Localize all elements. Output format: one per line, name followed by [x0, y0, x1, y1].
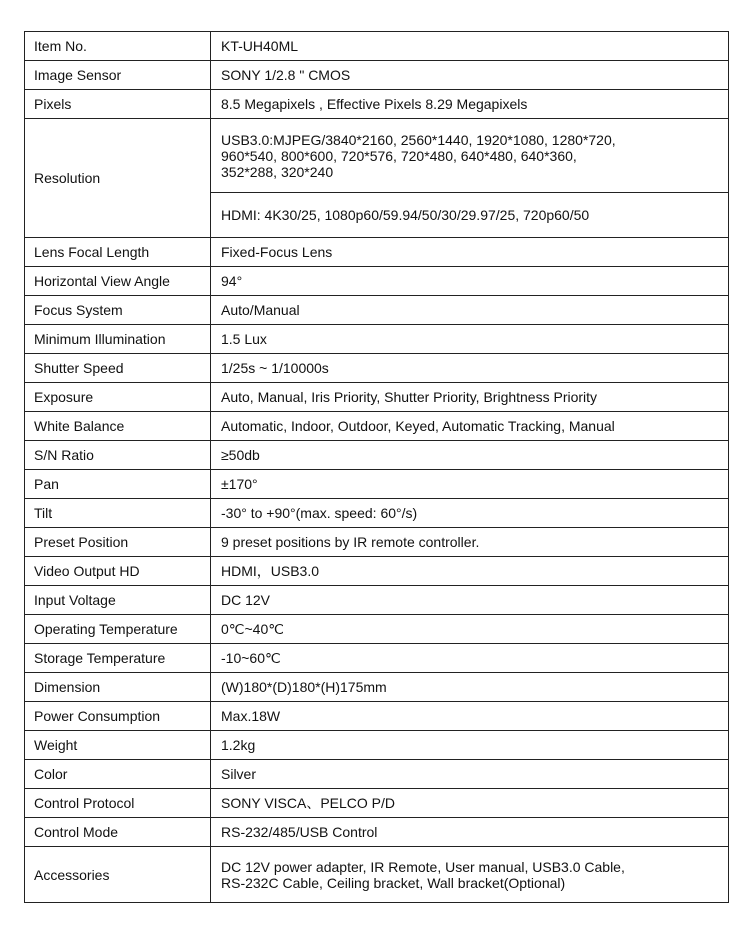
control-protocol-label: Control Protocol: [25, 789, 211, 818]
shutter-speed-label: Shutter Speed: [25, 354, 211, 383]
pixels-label: Pixels: [25, 90, 211, 119]
exposure-value: Auto, Manual, Iris Priority, Shutter Priority, Brightness Priority: [211, 383, 729, 412]
white-balance-value: Automatic, Indoor, Outdoor, Keyed, Automatic Tracking, Manual: [211, 412, 729, 441]
sn-ratio-value: ≥50db: [211, 441, 729, 470]
spec-table-body: [25, 32, 729, 903]
pixels-value: 8.5 Megapixels , Effective Pixels 8.29 Megapixels: [211, 90, 729, 119]
accessories-label: Accessories: [25, 847, 211, 903]
dimension-label: Dimension: [25, 673, 211, 702]
input-voltage-label: Input Voltage: [25, 586, 211, 615]
minimum-illumination-label: Minimum Illumination: [25, 325, 211, 354]
focus-system-label: Focus System: [25, 296, 211, 325]
row-white-balance: [25, 412, 729, 441]
row-input-voltage: [25, 586, 729, 615]
control-mode-value: RS-232/485/USB Control: [211, 818, 729, 847]
row-focus-system: [25, 296, 729, 325]
row-video-output-hd: [25, 557, 729, 586]
weight-label: Weight: [25, 731, 211, 760]
exposure-label: Exposure: [25, 383, 211, 412]
row-control-protocol: [25, 789, 729, 818]
sn-ratio-label: S/N Ratio: [25, 441, 211, 470]
row-control-mode: [25, 818, 729, 847]
row-sn-ratio: [25, 441, 729, 470]
operating-temperature-value: 0℃~40℃: [211, 615, 729, 644]
row-dimension: [25, 673, 729, 702]
pan-label: Pan: [25, 470, 211, 499]
row-pixels: [25, 90, 729, 119]
color-label: Color: [25, 760, 211, 789]
lens-focal-length-value: Fixed-Focus Lens: [211, 238, 729, 267]
preset-position-value: 9 preset positions by IR remote controller.: [211, 528, 729, 557]
row-weight: [25, 731, 729, 760]
operating-temperature-label: Operating Temperature: [25, 615, 211, 644]
storage-temperature-value: -10~60℃: [211, 644, 729, 673]
video-output-hd-value: HDMI，USB3.0: [211, 557, 729, 586]
row-accessories: [25, 847, 729, 903]
horizontal-view-angle-label: Horizontal View Angle: [25, 267, 211, 296]
power-consumption-label: Power Consumption: [25, 702, 211, 731]
image-sensor-value: SONY 1/2.8 " CMOS: [211, 61, 729, 90]
color-value: Silver: [211, 760, 729, 789]
pan-value: ±170°: [211, 470, 729, 499]
row-operating-temperature: [25, 615, 729, 644]
accessories-value: DC 12V power adapter, IR Remote, User manual, USB3.0 Cable, RS-232C Cable, Ceiling bracket, Wall bracket(Optional): [211, 847, 729, 903]
item-no-label: Item No.: [25, 32, 211, 61]
weight-value: 1.2kg: [211, 731, 729, 760]
row-color: [25, 760, 729, 789]
horizontal-view-angle-value: 94°: [211, 267, 729, 296]
tilt-label: Tilt: [25, 499, 211, 528]
white-balance-label: White Balance: [25, 412, 211, 441]
row-minimum-illumination: [25, 325, 729, 354]
control-mode-label: Control Mode: [25, 818, 211, 847]
row-storage-temperature: [25, 644, 729, 673]
row-pan: [25, 470, 729, 499]
resolution-usb-value: USB3.0:MJPEG/3840*2160, 2560*1440, 1920*1080, 1280*720, 960*540, 800*600, 720*576, 720*480, 640*480, 640*360, 352*288, 320*240: [211, 119, 729, 193]
row-preset-position: [25, 528, 729, 557]
row-horizontal-view-angle: [25, 267, 729, 296]
focus-system-value: Auto/Manual: [211, 296, 729, 325]
power-consumption-value: Max.18W: [211, 702, 729, 731]
row-power-consumption: [25, 702, 729, 731]
minimum-illumination-value: 1.5 Lux: [211, 325, 729, 354]
row-resolution-usb: [25, 119, 729, 193]
tilt-value: -30° to +90°(max. speed: 60°/s): [211, 499, 729, 528]
lens-focal-length-label: Lens Focal Length: [25, 238, 211, 267]
video-output-hd-label: Video Output HD: [25, 557, 211, 586]
spec-table: [24, 31, 729, 903]
resolution-label: Resolution: [25, 119, 211, 238]
resolution-hdmi-value: HDMI: 4K30/25, 1080p60/59.94/50/30/29.97/25, 720p60/50: [211, 193, 729, 238]
row-image-sensor: [25, 61, 729, 90]
preset-position-label: Preset Position: [25, 528, 211, 557]
row-lens-focal-length: [25, 238, 729, 267]
shutter-speed-value: 1/25s ~ 1/10000s: [211, 354, 729, 383]
input-voltage-value: DC 12V: [211, 586, 729, 615]
row-tilt: [25, 499, 729, 528]
image-sensor-label: Image Sensor: [25, 61, 211, 90]
control-protocol-value: SONY VISCA、PELCO P/D: [211, 789, 729, 818]
row-shutter-speed: [25, 354, 729, 383]
item-no-value: KT-UH40ML: [211, 32, 729, 61]
dimension-value: (W)180*(D)180*(H)175mm: [211, 673, 729, 702]
storage-temperature-label: Storage Temperature: [25, 644, 211, 673]
row-exposure: [25, 383, 729, 412]
row-item-no: [25, 32, 729, 61]
